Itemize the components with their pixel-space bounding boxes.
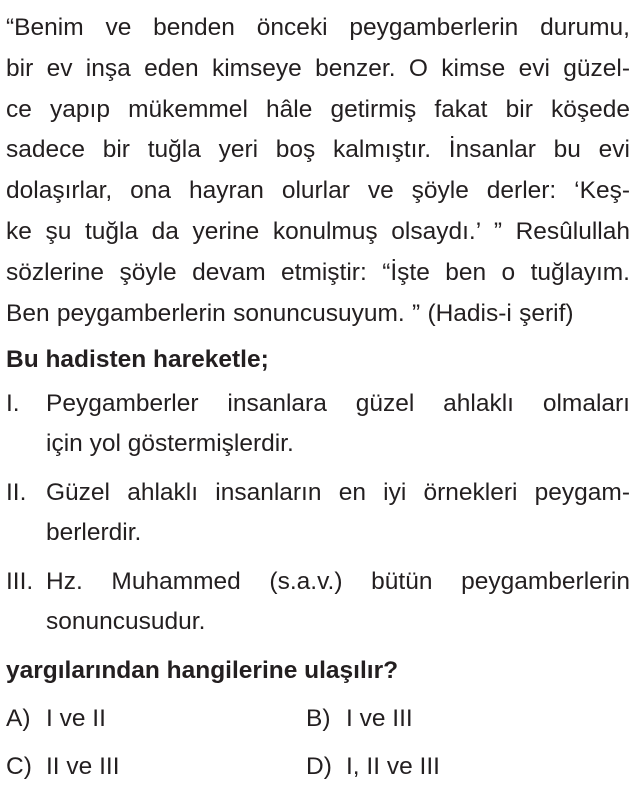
statement-number: III. <box>6 568 34 596</box>
question-prompt: yargılarından hangilerine ulaşılır? <box>6 657 399 685</box>
option-letter: D) <box>306 753 332 781</box>
question-page <box>6 8 630 799</box>
option-letter: B) <box>306 705 331 733</box>
passage-line: dolaşırlar, ona hayran olurlar ve şöyle derler: ‘Keş- <box>6 177 630 205</box>
statement-item <box>6 473 630 553</box>
passage-line: ke şu tuğla da yerine konulmuş olsaydı.’ ” Resûlullah <box>6 217 630 245</box>
passage-line: “Benim ve benden önceki peygamberlerin durumu, <box>6 14 630 41</box>
passage-line: sadece bir tuğla yeri boş kalmıştır. İnsanlar bu evi <box>6 136 630 164</box>
statement-text <box>46 473 630 553</box>
statement-line: Güzel ahlaklı insanların en iyi örnekleri peygam- <box>46 479 630 507</box>
statement-text <box>46 384 630 464</box>
option-letter: A) <box>6 705 31 733</box>
option-text: I ve III <box>346 705 413 733</box>
statement-list <box>6 384 630 642</box>
statement-number: II. <box>6 479 27 507</box>
option-c[interactable] <box>6 747 120 787</box>
question-stem: Bu hadisten hareketle; <box>6 346 269 374</box>
option-text: I, II ve III <box>346 753 440 781</box>
passage-line: ce yapıp mükemmel hâle getirmiş fakat bir köşede <box>6 95 630 123</box>
statement-line: Peygamberler insanlara güzel ahlaklı olmaları <box>46 390 630 418</box>
passage-line: Ben peygamberlerin sonuncusuyum. ” (Hadis-i şerif) <box>6 299 574 327</box>
option-b[interactable] <box>306 699 413 739</box>
option-text: I ve II <box>46 705 106 733</box>
statement-text <box>46 562 630 642</box>
passage-line: sözlerine şöyle devam etmiştir: “İşte ben o tuğlayım. <box>6 258 630 286</box>
option-letter: C) <box>6 753 32 781</box>
hadith-passage <box>6 8 630 334</box>
option-text: II ve III <box>46 753 120 781</box>
statement-line: için yol göstermişlerdir. <box>46 430 294 458</box>
statement-item <box>6 384 630 464</box>
option-a[interactable] <box>6 699 106 739</box>
statement-line: Hz. Muhammed (s.a.v.) bütün peygamberlerin <box>46 568 630 596</box>
passage-line: bir ev inşa eden kimseye benzer. O kimse evi güzel- <box>6 54 630 82</box>
statement-line: berlerdir. <box>46 519 142 547</box>
statement-line: sonuncusudur. <box>46 608 206 636</box>
statement-number: I. <box>6 390 20 418</box>
answer-options <box>6 699 630 799</box>
option-d[interactable] <box>306 747 440 787</box>
statement-item <box>6 562 630 642</box>
